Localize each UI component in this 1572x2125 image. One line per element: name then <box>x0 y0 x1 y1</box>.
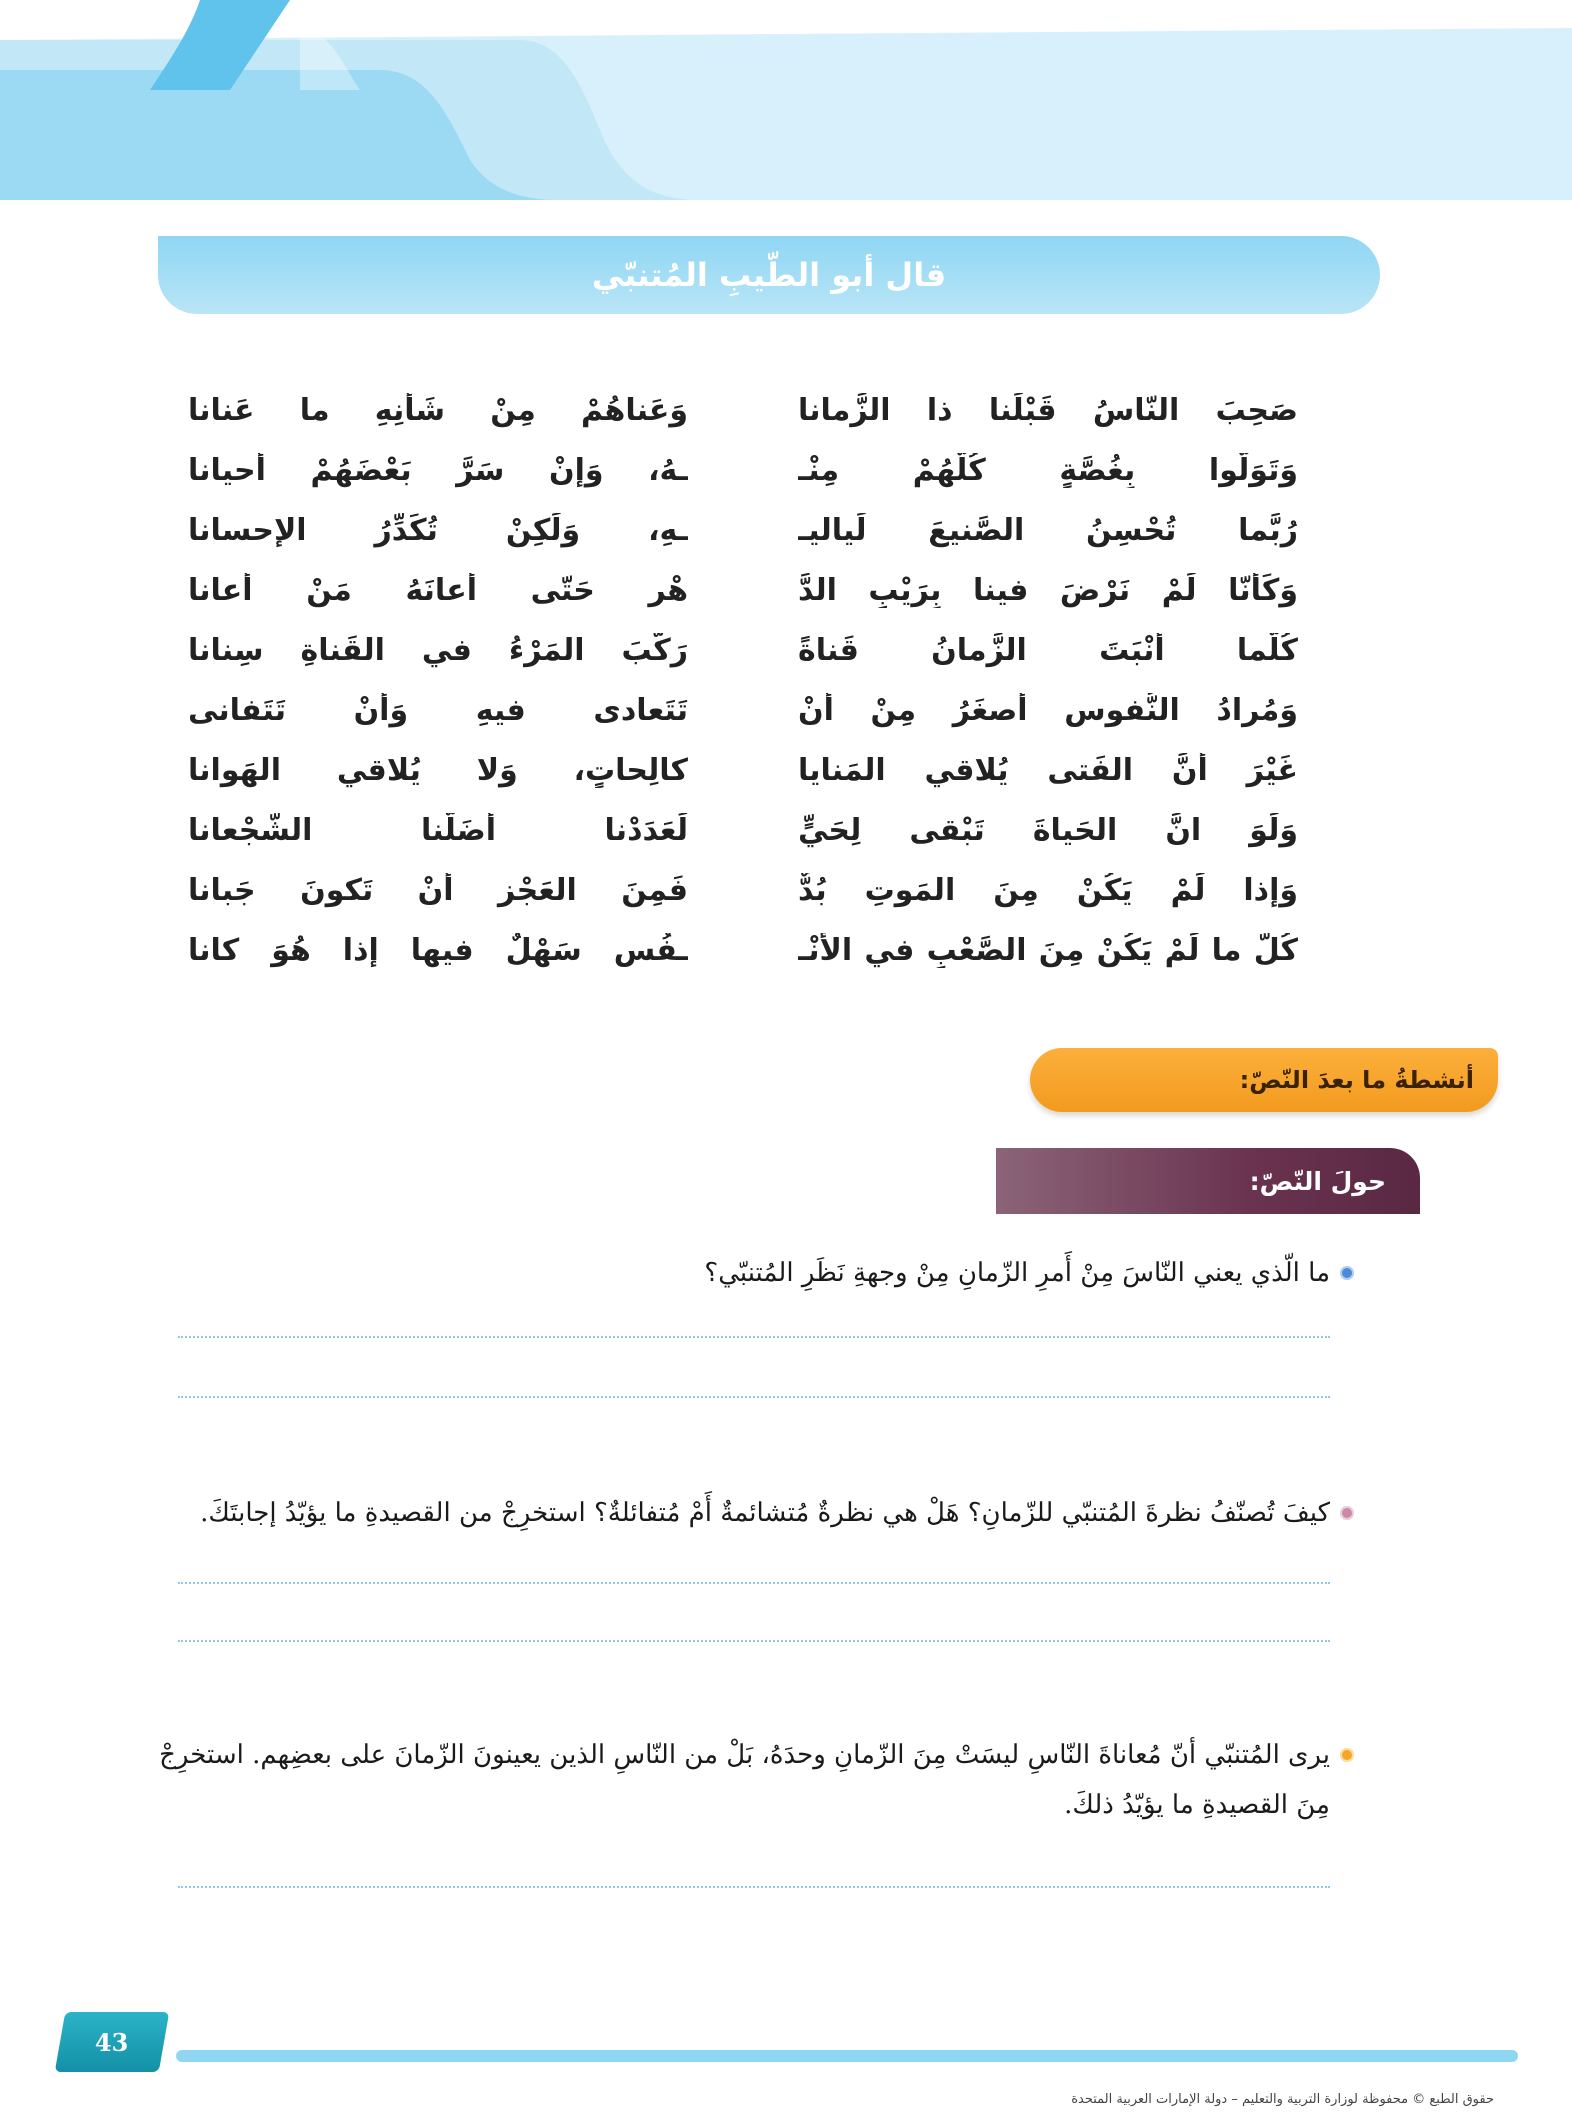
poem-row <box>188 740 1298 800</box>
verse-second-half: ـفُسِ سَهْلٌ فيها إِذا هُوَ كانا <box>188 932 688 968</box>
verse-first-half: كُلُّ ما لَمْ يَكُنْ مِنَ الصَّعْبِ في الأَنْـ <box>798 932 1298 968</box>
header-decoration <box>0 0 1572 200</box>
verse-first-half: وَإِذا لَمْ يَكُنْ مِنَ المَوتِ بُدٌّ <box>798 872 1298 908</box>
verse-second-half: ـهِ، وَلَكِنْ تُكَدِّرُ الإِحسانا <box>188 512 688 548</box>
verse-second-half: ـهُ، وَإِنْ سَرَّ بَعْضَهُمْ أَحيانا <box>188 452 688 488</box>
poem-row <box>188 920 1298 980</box>
poem-row <box>188 500 1298 560</box>
verse-first-half: وَمُرادُ النُّفوسِ أَصغَرُ مِنْ أَنْ <box>798 692 1298 728</box>
verse-second-half: فَمِنَ العَجْزِ أَنْ تَكونَ جَبانا <box>188 872 688 908</box>
question-text: كيفَ تُصنّفُ نظرةَ المُتنبّي للزّمانِ؟ هَلْ هي نظرةٌ مُتشائمةٌ أَمْ مُتفائلةٌ؟ استخرِجْ من القصيدةِ ما يؤيّدُ إجابتَكَ. <box>200 1498 1330 1528</box>
page-number: 43 <box>95 2027 129 2057</box>
poem-row <box>188 860 1298 920</box>
bullet-icon <box>1340 1748 1354 1762</box>
title-banner <box>158 236 1380 314</box>
about-text-title: حولَ النّصّ: <box>1249 1166 1386 1196</box>
verse-first-half: رُبَّما تُحْسِنُ الصَّنيعَ لَياليـ <box>798 512 1298 548</box>
poem-row <box>188 380 1298 440</box>
poem <box>188 380 1298 980</box>
answer-line[interactable] <box>178 1886 1330 1888</box>
page-number-badge <box>55 2012 170 2072</box>
copyright-text: حقوق الطبع © محفوظة لوزارة التربية والتعليم – دولة الإمارات العربية المتحدة <box>1071 2092 1494 2107</box>
answer-line[interactable] <box>178 1582 1330 1584</box>
question-1 <box>704 1248 1354 1298</box>
activities-banner <box>1030 1048 1498 1112</box>
verse-first-half: وَتَوَلَّوا بِغُصَّةٍ كُلُّهُمْ مِنْـ <box>798 452 1298 488</box>
verse-second-half: رَكَّبَ المَرْءُ في القَناةِ سِنانا <box>188 632 688 668</box>
verse-first-half: وَكَأَنّا لَمْ نَرْضَ فينا بِرَيْبِ الدَّ <box>798 572 1298 608</box>
bullet-icon <box>1340 1506 1354 1520</box>
poem-row <box>188 680 1298 740</box>
footer-bar <box>176 2050 1518 2062</box>
question-3 <box>144 1730 1354 1830</box>
question-2 <box>154 1488 1354 1538</box>
question-text: يرى المُتنبّي أنّ مُعاناةَ النّاسِ ليسَتْ مِنَ الزّمانِ وحدَهُ، بَلْ من النّاسِ الذين يعينونَ الزّمانَ على بعضِهم. استخرِجْ مِنَ القصيدةِ ما يؤيّدُ ذلكَ. <box>159 1740 1330 1820</box>
verse-first-half: صَحِبَ النّاسُ قَبْلَنا ذا الزَّمانا <box>798 392 1298 428</box>
answer-line[interactable] <box>178 1396 1330 1398</box>
verse-second-half: تَتَعادى فيهِ وَأَنْ تَتَفانى <box>188 692 688 728</box>
bullet-icon <box>1340 1266 1354 1280</box>
verse-second-half: لَعَدَدْنا أَضَلَّنا الشُّجْعانا <box>188 812 688 848</box>
verse-second-half: وَعَناهُمْ مِنْ شَأْنِهِ ما عَنانا <box>188 392 688 428</box>
poem-row <box>188 440 1298 500</box>
verse-first-half: كُلَّما أَنْبَتَ الزَّمانُ قَناةً <box>798 632 1298 668</box>
answer-line[interactable] <box>178 1336 1330 1338</box>
verse-second-half: هْرِ حَتّى أَعانَهُ مَنْ أَعانا <box>188 572 688 608</box>
verse-first-half: وَلَوَ انَّ الحَياةَ تَبْقى لِحَيٍّ <box>798 812 1298 848</box>
poem-row <box>188 620 1298 680</box>
answer-line[interactable] <box>178 1640 1330 1642</box>
poem-row <box>188 800 1298 860</box>
about-text-banner <box>996 1148 1420 1214</box>
verse-second-half: كالِحاتٍ، وَلا يُلاقي الهَوانا <box>188 752 688 788</box>
poem-row <box>188 560 1298 620</box>
poem-title: قال أبو الطّيبِ المُتنبّي <box>591 256 947 294</box>
verse-first-half: غَيْرَ أَنَّ الفَتى يُلاقي المَنايا <box>798 752 1298 788</box>
question-text: ما الّذي يعني النّاسَ مِنْ أَمرِ الزّمانِ مِنْ وجهةِ نَظَرِ المُتنبّي؟ <box>704 1258 1330 1288</box>
activities-title: أنشطةُ ما بعدَ النّصّ: <box>1239 1066 1474 1094</box>
